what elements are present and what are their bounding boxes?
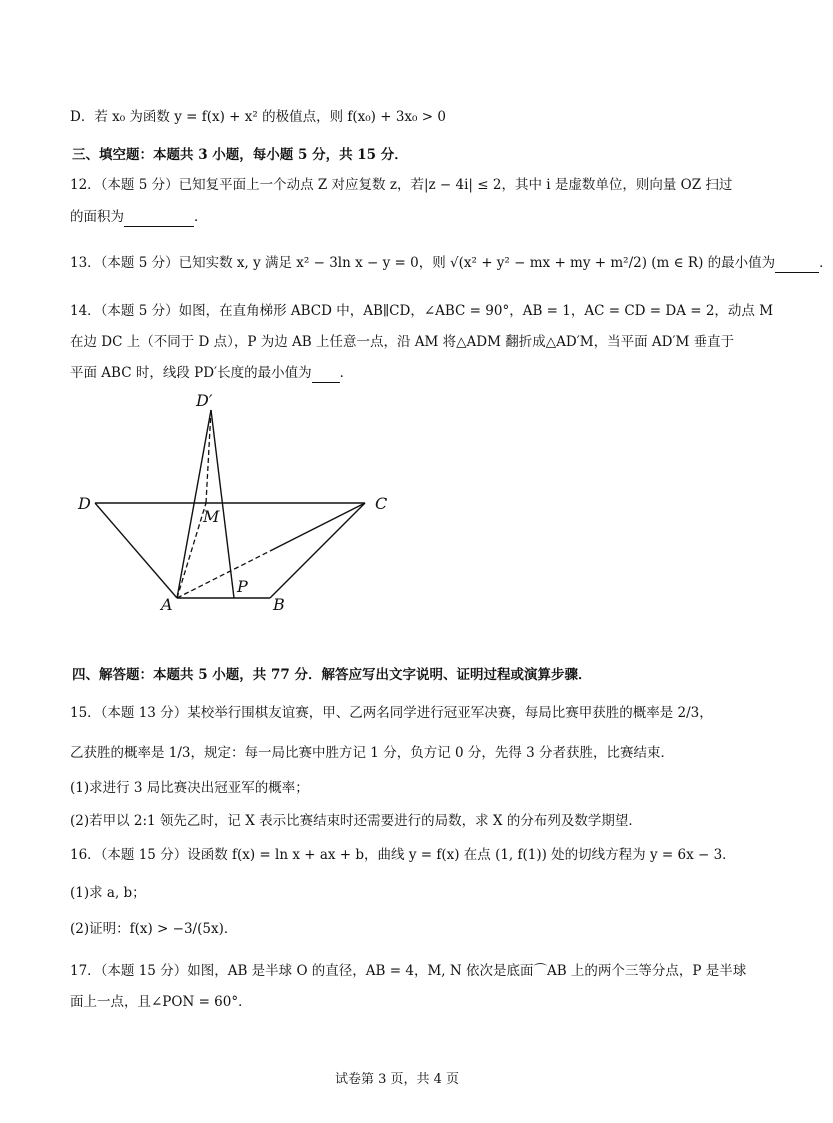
- edge-d-prime-p: [211, 410, 234, 598]
- question-12-line-2: [70, 208, 730, 227]
- diagonal-ac-hidden: [177, 551, 270, 598]
- option-d: D．若 x₀ 为函数 y = f(x) + x² 的极值点，则 f(x₀) + 3x₀ > 0: [70, 109, 446, 125]
- label-d: D: [78, 494, 91, 513]
- question-16-part-2: (2)证明：f(x) > −3/(5x)．: [70, 921, 238, 937]
- question-14-line-3: [70, 364, 730, 383]
- question-17-line-1: 17．（本题 15 分）如图，AB 是半球 O 的直径，AB = 4，M, N 依次是底面⌒AB 上的两个三等分点，P 是半球: [70, 963, 747, 979]
- section-heading-fill-blank: 三、填空题：本题共 3 小题，每小题 5 分，共 15 分．: [72, 147, 408, 163]
- question-14-text: 平面 ABC 时，线段 PD′长度的最小值为: [70, 365, 312, 381]
- label-a: A: [161, 595, 173, 614]
- answer-blank-13: [775, 254, 819, 273]
- question-15-part-2: (2)若甲以 2:1 领先乙时，记 X 表示比赛结束时还需要进行的局数，求 X 的分布列及数学期望．: [70, 813, 642, 829]
- label-m: M: [203, 507, 220, 526]
- question-14-line-1: 14．（本题 5 分）如图，在直角梯形 ABCD 中，AB∥CD，∠ABC = 90°，AB = 1，AC = CD = DA = 2，动点 M: [70, 303, 774, 319]
- question-12-text: 的面积为: [70, 209, 124, 225]
- question-14-end: ．: [339, 365, 354, 381]
- label-c: C: [375, 494, 388, 513]
- question-13: [70, 254, 833, 273]
- question-13-end: ．: [819, 255, 833, 271]
- question-12-end: ．: [194, 209, 208, 225]
- page-footer: 试卷第 3 页，共 4 页: [334, 1072, 460, 1087]
- edge-bc: [270, 503, 365, 598]
- question-16-part-1: (1)求 a, b；: [70, 885, 146, 901]
- section-heading-solution: 四、解答题：本题共 5 小题，共 77 分．解答应写出文字说明、证明过程或演算步骤．: [72, 667, 592, 683]
- answer-blank-12: [124, 208, 194, 227]
- trapezoid-fold-diagram: [70, 388, 400, 618]
- question-12-line-1: 12．（本题 5 分）已知复平面上一个动点 Z 对应复数 z，若|z − 4i| ≤ 2，其中 i 是虚数单位，则向量 OZ 扫过: [70, 177, 733, 193]
- label-d-prime: D′: [196, 391, 213, 410]
- diagonal-ac-visible: [270, 503, 365, 551]
- question-15-line-2: 乙获胜的概率是 1/3，规定：每一局比赛中胜方记 1 分，负方记 0 分，先得 3 分者获胜，比赛结束．: [70, 745, 675, 761]
- question-15-part-1: (1)求进行 3 局比赛决出冠亚军的概率；: [70, 780, 309, 796]
- question-14-line-2: 在边 DC 上（不同于 D 点），P 为边 AB 上任意一点，沿 AM 将△ADM 翻折成△AD′M，当平面 AD′M 垂直于: [70, 334, 735, 350]
- question-15-line-1: 15．（本题 13 分）某校举行围棋友谊赛，甲、乙两名同学进行冠亚军决赛，每局比赛甲获胜的概率是 2/3，: [70, 705, 713, 721]
- answer-blank-14: [312, 364, 340, 383]
- label-p: P: [237, 577, 248, 596]
- question-17-line-2: 面上一点，且∠PON = 60°．: [70, 994, 252, 1010]
- question-13-text: 13．（本题 5 分）已知实数 x, y 满足 x² − 3ln x − y = 0，则 √(x² + y² − mx + my + m²/2) (m ∈ R) 的最小值为: [70, 255, 776, 271]
- question-16: 16．（本题 15 分）设函数 f(x) = ln x + ax + b，曲线 y = f(x) 在点 (1, f(1)) 处的切线方程为 y = 6x − 3．: [70, 847, 736, 863]
- edge-da: [95, 503, 177, 598]
- label-b: B: [273, 595, 285, 614]
